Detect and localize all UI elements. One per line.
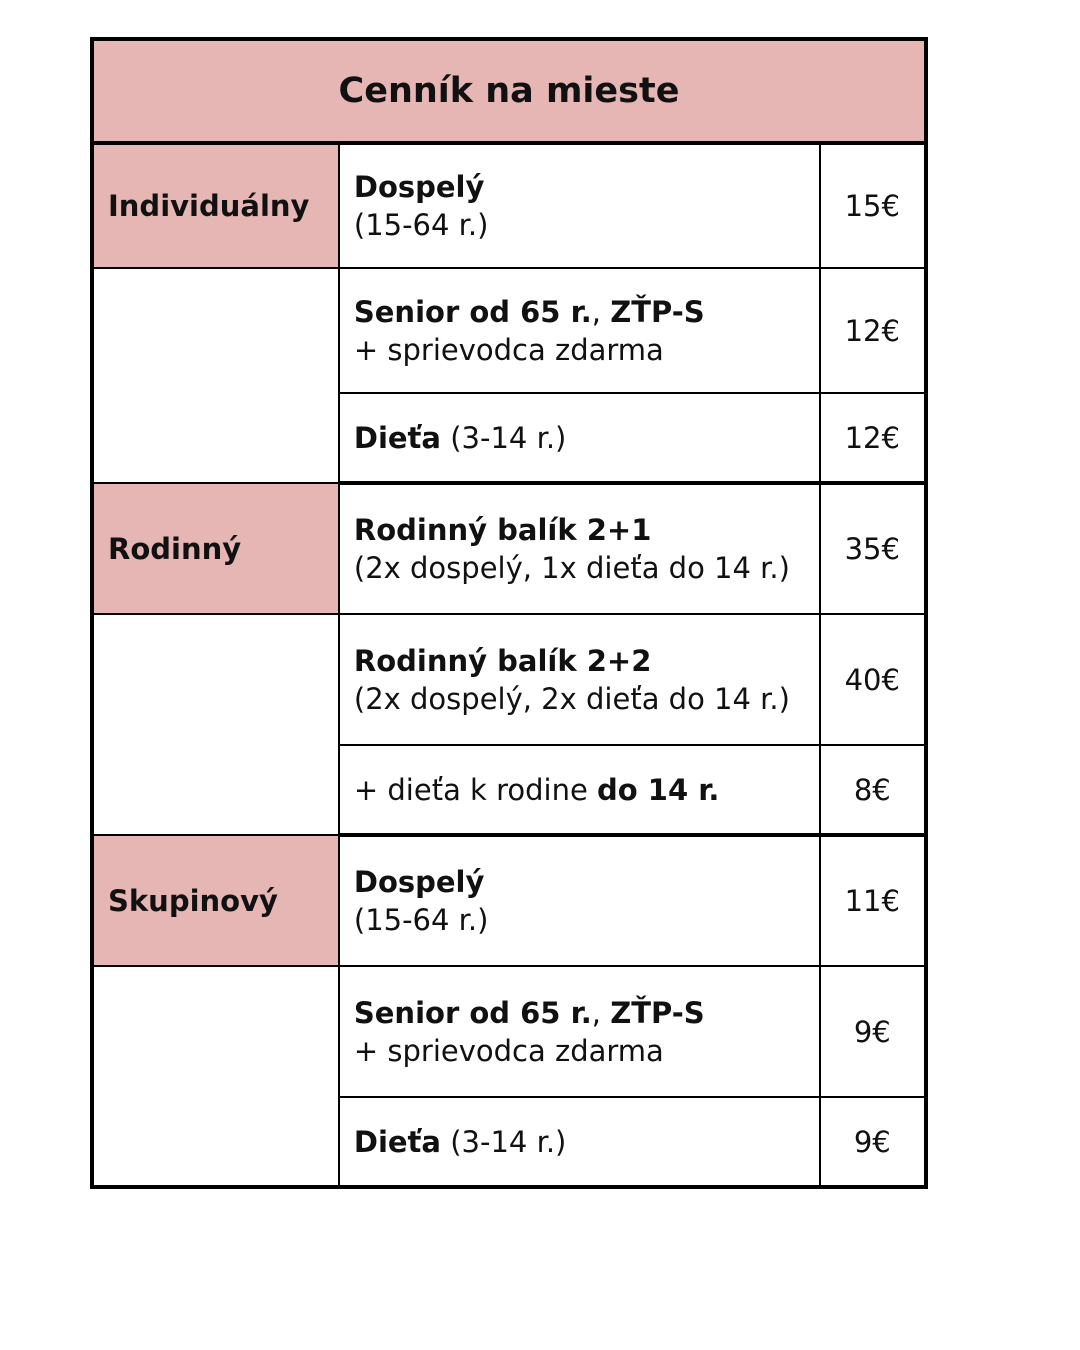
table-row <box>92 614 926 745</box>
row-description <box>339 966 820 1097</box>
row-label: Dospelý <box>353 865 485 899</box>
category-group: Skupinový <box>92 835 339 966</box>
category-empty <box>92 268 339 483</box>
category-family: Rodinný <box>92 483 339 614</box>
row-detail: (15-64 r.) <box>353 903 489 937</box>
table-row <box>92 483 926 614</box>
row-price: 35€ <box>820 483 926 614</box>
row-label: Rodinný balík 2+2 <box>353 643 652 678</box>
table-title: Cenník na mieste <box>92 39 926 143</box>
row-label: Dospelý <box>353 170 485 204</box>
row-price: 11€ <box>820 835 926 966</box>
row-label: Rodinný balík 2+1 <box>353 513 652 547</box>
row-description <box>339 393 820 483</box>
row-separator: , <box>591 995 611 1030</box>
row-detail: (3-14 r.) <box>441 1124 567 1159</box>
row-description <box>339 1097 820 1187</box>
row-price: 9€ <box>820 1097 926 1187</box>
row-price: 15€ <box>820 143 926 268</box>
row-detail: (2x dospelý, 2x dieťa do 14 r.) <box>353 681 790 716</box>
row-description <box>339 143 820 268</box>
row-detail: + dieťa k rodine <box>353 772 598 807</box>
row-label: Dieťa <box>353 420 441 455</box>
title-row <box>92 39 926 143</box>
table-row <box>92 835 926 966</box>
row-detail: (2x dospelý, 1x dieťa do 14 r.) <box>353 551 790 585</box>
table-row <box>92 143 926 268</box>
row-price: 12€ <box>820 268 926 393</box>
row-label: do 14 r. <box>597 772 720 807</box>
row-separator: , <box>591 294 611 329</box>
row-detail: (3-14 r.) <box>441 420 567 455</box>
row-detail: + sprievodca zdarma <box>353 1033 664 1068</box>
row-label: Senior od 65 r. <box>353 294 592 329</box>
row-price: 9€ <box>820 966 926 1097</box>
row-price: 12€ <box>820 393 926 483</box>
category-empty <box>92 614 339 835</box>
category-individual: Individuálny <box>92 143 339 268</box>
table-row <box>92 268 926 393</box>
category-empty <box>92 966 339 1187</box>
row-description <box>339 745 820 835</box>
row-label-2: ZŤP-S <box>610 294 705 329</box>
row-price: 40€ <box>820 614 926 745</box>
row-description <box>339 268 820 393</box>
row-description <box>339 835 820 966</box>
row-detail: + sprievodca zdarma <box>353 332 664 367</box>
row-label-2: ZŤP-S <box>610 995 705 1030</box>
row-price: 8€ <box>820 745 926 835</box>
price-table <box>90 37 928 1189</box>
row-label: Senior od 65 r. <box>353 995 592 1030</box>
row-detail: (15-64 r.) <box>353 208 489 242</box>
table-row <box>92 966 926 1097</box>
row-label: Dieťa <box>353 1124 441 1159</box>
row-description <box>339 483 820 614</box>
row-description <box>339 614 820 745</box>
